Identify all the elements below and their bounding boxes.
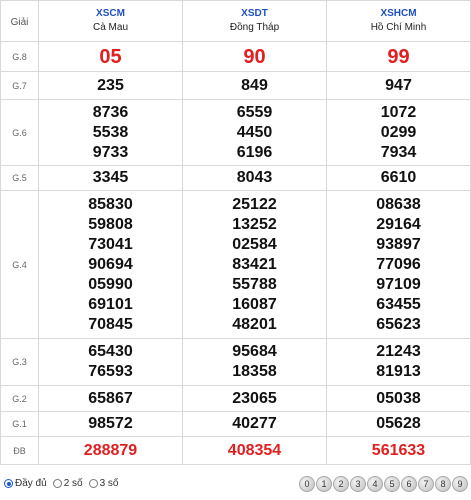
option-2-digits[interactable] (53, 478, 83, 489)
digit-ball-7[interactable]: 7 (418, 476, 434, 492)
prize-column-header: Giải (1, 1, 39, 42)
radio-3-digits-icon[interactable] (89, 479, 98, 488)
prize-row (1, 166, 471, 191)
prize-number: 947 (385, 76, 412, 94)
prize-number: 0299 (380, 123, 417, 141)
prize-cell-dt (183, 166, 327, 191)
option-full[interactable] (4, 478, 47, 489)
prize-cell-cm (39, 72, 183, 100)
prize-number: 5538 (92, 123, 129, 141)
province-code[interactable]: XSHCM (380, 8, 417, 19)
prize-number: 8736 (92, 103, 129, 121)
prize-number: 83421 (232, 255, 277, 273)
prize-number: 6559 (236, 103, 273, 121)
prize-row (1, 191, 471, 339)
radio-2-digits-icon[interactable] (53, 479, 62, 488)
prize-number: 561633 (371, 441, 426, 459)
prize-row (1, 412, 471, 437)
prize-number: 05990 (88, 275, 133, 293)
prize-row (1, 100, 471, 166)
results-footer (0, 472, 471, 498)
prize-cell-hcm (327, 437, 471, 465)
prize-cell-dt (183, 437, 327, 465)
prize-number: 08638 (376, 195, 421, 213)
prize-number: 95684 (232, 343, 277, 360)
prize-cell-hcm (327, 191, 471, 339)
prize-number: 93897 (376, 235, 421, 253)
prize-number: 16087 (232, 295, 277, 313)
prize-cell-hcm (327, 386, 471, 412)
digit-ball-4[interactable]: 4 (367, 476, 383, 492)
prize-number: 18358 (232, 363, 277, 380)
prize-number: 77096 (376, 255, 421, 273)
prize-number: 90694 (88, 255, 133, 273)
prize-number: 23065 (232, 389, 277, 407)
prize-number: 85830 (88, 195, 133, 213)
prize-number: 70845 (88, 315, 133, 333)
prize-label: G.2 (1, 386, 39, 412)
prize-number: 63455 (376, 295, 421, 313)
prize-row (1, 339, 471, 386)
prize-number: 69101 (88, 295, 133, 313)
digit-ball-0[interactable]: 0 (299, 476, 315, 492)
prize-row (1, 72, 471, 100)
prize-cell-hcm (327, 100, 471, 166)
prize-cell-hcm (327, 412, 471, 437)
province-code[interactable]: XSDT (241, 8, 268, 19)
option-label: Đầy đủ (15, 478, 47, 489)
prize-number: 3345 (92, 169, 129, 186)
prize-number: 288879 (83, 441, 138, 459)
prize-cell-cm (39, 100, 183, 166)
prize-number: 4450 (236, 123, 273, 141)
prize-label: G.8 (1, 42, 39, 72)
prize-cell-dt (183, 191, 327, 339)
prize-label: ĐB (1, 437, 39, 465)
prize-number: 235 (97, 76, 124, 94)
prize-number: 849 (241, 76, 268, 94)
prize-cell-hcm (327, 72, 471, 100)
prize-number: 90 (243, 45, 266, 68)
prize-number: 59808 (88, 215, 133, 233)
prize-number: 40277 (232, 415, 277, 432)
prize-cell-hcm (327, 339, 471, 386)
prize-number: 9733 (92, 143, 129, 161)
prize-label: G.3 (1, 339, 39, 386)
prize-row (1, 386, 471, 412)
prize-number: 55788 (232, 275, 277, 293)
prize-number: 98572 (88, 415, 133, 432)
prize-cell-cm (39, 412, 183, 437)
prize-number: 65623 (376, 315, 421, 333)
prize-cell-dt (183, 72, 327, 100)
prize-number: 6196 (236, 143, 273, 161)
prize-number: 408354 (227, 441, 282, 459)
prize-row (1, 437, 471, 465)
prize-cell-cm (39, 42, 183, 72)
digit-ball-2[interactable]: 2 (333, 476, 349, 492)
province-header-dt[interactable] (183, 1, 327, 42)
province-header-cm[interactable] (39, 1, 183, 42)
prize-number: 29164 (376, 215, 421, 233)
prize-number: 21243 (376, 343, 421, 360)
display-options (4, 478, 121, 489)
prize-number: 6610 (380, 169, 417, 186)
digit-filter (299, 476, 468, 492)
prize-number: 76593 (88, 363, 133, 380)
prize-cell-cm (39, 437, 183, 465)
prize-number: 99 (387, 45, 410, 68)
prize-cell-cm (39, 191, 183, 339)
province-name: Đồng Tháp (229, 22, 280, 33)
prize-cell-dt (183, 42, 327, 72)
prize-cell-cm (39, 166, 183, 191)
prize-cell-cm (39, 339, 183, 386)
prize-number: 25122 (232, 195, 277, 213)
digit-ball-6[interactable]: 6 (401, 476, 417, 492)
prize-label: G.7 (1, 72, 39, 100)
prize-number: 05 (99, 45, 122, 68)
digit-ball-1[interactable]: 1 (316, 476, 332, 492)
prize-number: 97109 (376, 275, 421, 293)
prize-number: 05628 (376, 415, 421, 432)
digit-ball-8[interactable]: 8 (435, 476, 451, 492)
prize-number: 73041 (88, 235, 133, 253)
prize-label: G.6 (1, 100, 39, 166)
prize-cell-dt (183, 339, 327, 386)
prize-cell-dt (183, 386, 327, 412)
province-name: Hồ Chí Minh (370, 22, 427, 33)
option-label: 3 số (99, 478, 119, 489)
prize-number: 7934 (380, 143, 417, 161)
prize-number: 48201 (232, 315, 277, 333)
prize-cell-dt (183, 412, 327, 437)
province-header-hcm[interactable] (327, 1, 471, 42)
prize-number: 05038 (376, 389, 421, 407)
prize-number: 1072 (380, 103, 417, 121)
province-name: Cà Mau (92, 22, 128, 33)
prize-label: G.1 (1, 412, 39, 437)
digit-ball-5[interactable]: 5 (384, 476, 400, 492)
province-code[interactable]: XSCM (96, 8, 125, 19)
prize-label: G.4 (1, 191, 39, 339)
prize-number: 8043 (236, 169, 273, 186)
prize-cell-hcm (327, 42, 471, 72)
option-3-digits[interactable] (89, 478, 119, 489)
option-label: 2 số (63, 478, 83, 489)
digit-ball-3[interactable]: 3 (350, 476, 366, 492)
prize-cell-dt (183, 100, 327, 166)
prize-row (1, 42, 471, 72)
radio-full-icon[interactable] (4, 479, 13, 488)
digit-ball-9[interactable]: 9 (452, 476, 468, 492)
prize-number: 65867 (88, 389, 133, 407)
prize-number: 13252 (232, 215, 277, 233)
prize-cell-hcm (327, 166, 471, 191)
prize-number: 02584 (232, 235, 277, 253)
prize-number: 65430 (88, 343, 133, 360)
prize-cell-cm (39, 386, 183, 412)
prize-number: 81913 (376, 363, 421, 380)
prize-label: G.5 (1, 166, 39, 191)
table-header-row (1, 1, 471, 42)
